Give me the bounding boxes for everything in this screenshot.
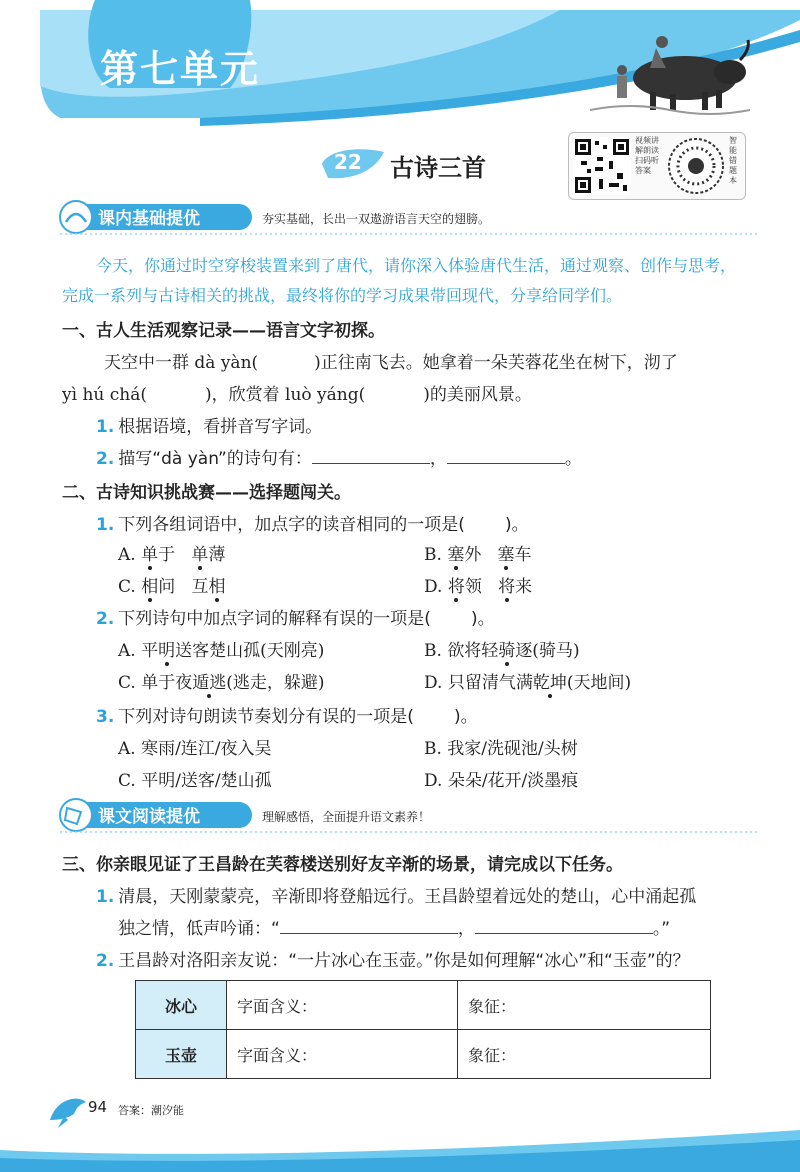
dolphin-icon [46,1090,90,1134]
section2-subtitle: 理解感悟，全面提升语文素养！ [262,810,431,824]
q1-option-b[interactable]: B. 塞外 塞车 [424,540,532,565]
qr-panel [568,132,746,200]
q2-option-c[interactable]: C. 单于夜遁逃(逃走，躲避) [118,668,324,693]
table-cell-symbol[interactable]: 象征： [458,981,711,1030]
passage-text: )正往南飞去。她拿着一朵芙蓉花坐在树下，沏了 [314,353,678,373]
part1-heading: 一、古人生活观察记录——语言文字初探。 [62,321,385,341]
punctuation: )。 [470,609,495,629]
punctuation: )。 [504,515,529,535]
question-number: 1. [96,887,115,907]
question-text: 描写“dà yàn”的诗句有： [118,449,312,469]
section2-label: 课文阅读提优 [98,807,200,827]
part3-q1-line2 [118,914,670,939]
punctuation: ， [457,919,475,939]
unit-title: 第七单元 [100,47,261,91]
q1-option-c[interactable]: C. 相问 互相 [118,572,225,597]
question-text: 下列对诗句朗读节奏划分有误的一项是( [118,707,414,727]
part3-heading: 三、你亲眼见证了王昌龄在芙蓉楼送别好友辛渐的场景，请完成以下任务。 [62,855,623,875]
question-number: 2. [96,609,115,629]
punctuation: 。” [652,919,671,939]
table-row-header: 玉壶 [136,1030,227,1079]
q3-option-b[interactable]: B. 我家/洗砚池/头树 [424,739,578,759]
question-text: 清晨，天刚蒙蒙亮，辛渐即将登船远行。王昌龄望着远处的楚山，心中涌起孤 [118,887,697,907]
question-text: 下列各组词语中，加点字的读音相同的一项是( [118,515,465,535]
section1-label: 课内基础提优 [98,209,200,229]
q2-option-a[interactable]: A. 平明送客楚山孤(天刚亮) [118,636,324,661]
punctuation: ， [429,449,447,469]
table-cell-literal[interactable]: 字面含义： [227,1030,458,1079]
part1-q1 [96,412,322,437]
question-text: 下列诗句中加点字词的解释有误的一项是( [118,609,431,629]
q1-option-d[interactable]: D. 将领 将来 [424,572,532,597]
passage-text: yì hú chá( [62,385,147,405]
q3-option-d[interactable]: D. 朵朵/花开/淡墨痕 [424,771,579,791]
question-number: 3. [96,707,115,727]
lesson-number: 22 [334,150,362,174]
table-row-header: 冰心 [136,981,227,1030]
app-qr-icon[interactable] [667,137,725,195]
answer-label: 答案：潮汐能 [118,1104,184,1117]
part1-passage-line1 [104,348,678,373]
qr-caption: 视频讲解朗读扫码听答案 [635,136,659,175]
footer-wave [0,1120,800,1172]
ox-rider-illustration [590,20,750,115]
answer-line[interactable] [447,463,565,464]
table-cell-literal[interactable]: 字面含义： [227,981,458,1030]
question-text: 王昌龄对洛阳亲友说：“一片冰心在玉壶。”你是如何理解“冰心”和“玉壶”的？ [118,951,690,971]
intro-line-2: 完成一系列与古诗相关的挑战，最终将你的学习成果带回现代，分享给同学们。 [62,286,623,305]
part2-q1 [96,510,529,535]
punctuation: 。 [564,449,582,469]
passage-text: )，欣赏着 luò yáng( [204,385,366,405]
part2-heading: 二、古诗知识挑战赛——选择题闯关。 [62,483,351,503]
question-text: 独之情，低声吟诵：“ [118,919,280,939]
question-number: 1. [96,515,115,535]
question-text: 根据语境，看拼音写字词。 [118,417,323,437]
part1-passage-line2 [62,380,532,405]
question-number: 2. [96,951,115,971]
q1-option-a[interactable]: A. 单于 单薄 [118,540,225,565]
q2-option-b[interactable]: B. 欲将轻骑逐(骑马) [424,636,580,661]
punctuation: )。 [453,707,478,727]
table-row [136,1030,711,1079]
q3-option-a[interactable]: A. 寒雨/连江/夜入吴 [118,739,272,759]
lesson-title: 古诗三首 [390,154,486,182]
intro-line-1: 今天，你通过时空穿梭装置来到了唐代，请你深入体验唐代生活，通过观察、创作与思考， [96,256,737,275]
section2-divider [60,830,760,836]
part3-q1-line1 [96,882,696,907]
answer-table [135,980,711,1079]
passage-text: 天空中一群 dà yàn( [104,353,259,373]
table-row [136,981,711,1030]
answer-line[interactable] [280,933,458,934]
section1-subtitle: 夯实基础，长出一双遨游语言天空的翅膀。 [262,212,491,226]
q2-option-d[interactable]: D. 只留清气满乾坤(天地间) [424,668,631,693]
part3-q2 [96,946,690,971]
part2-q3 [96,702,478,727]
app-label: 智能错题本 [729,136,737,185]
part1-q2 [96,444,582,469]
question-number: 1. [96,417,115,437]
answer-line[interactable] [475,933,653,934]
question-number: 2. [96,449,115,469]
qr-code-icon[interactable] [573,137,631,195]
passage-text: )的美丽风景。 [423,385,532,405]
answer-line[interactable] [312,463,430,464]
q3-option-c[interactable]: C. 平明/送客/楚山孤 [118,771,272,791]
table-cell-symbol[interactable]: 象征： [458,1030,711,1079]
section1-divider [60,232,760,238]
part2-q2 [96,604,495,629]
page-number: 94 [88,1098,108,1116]
